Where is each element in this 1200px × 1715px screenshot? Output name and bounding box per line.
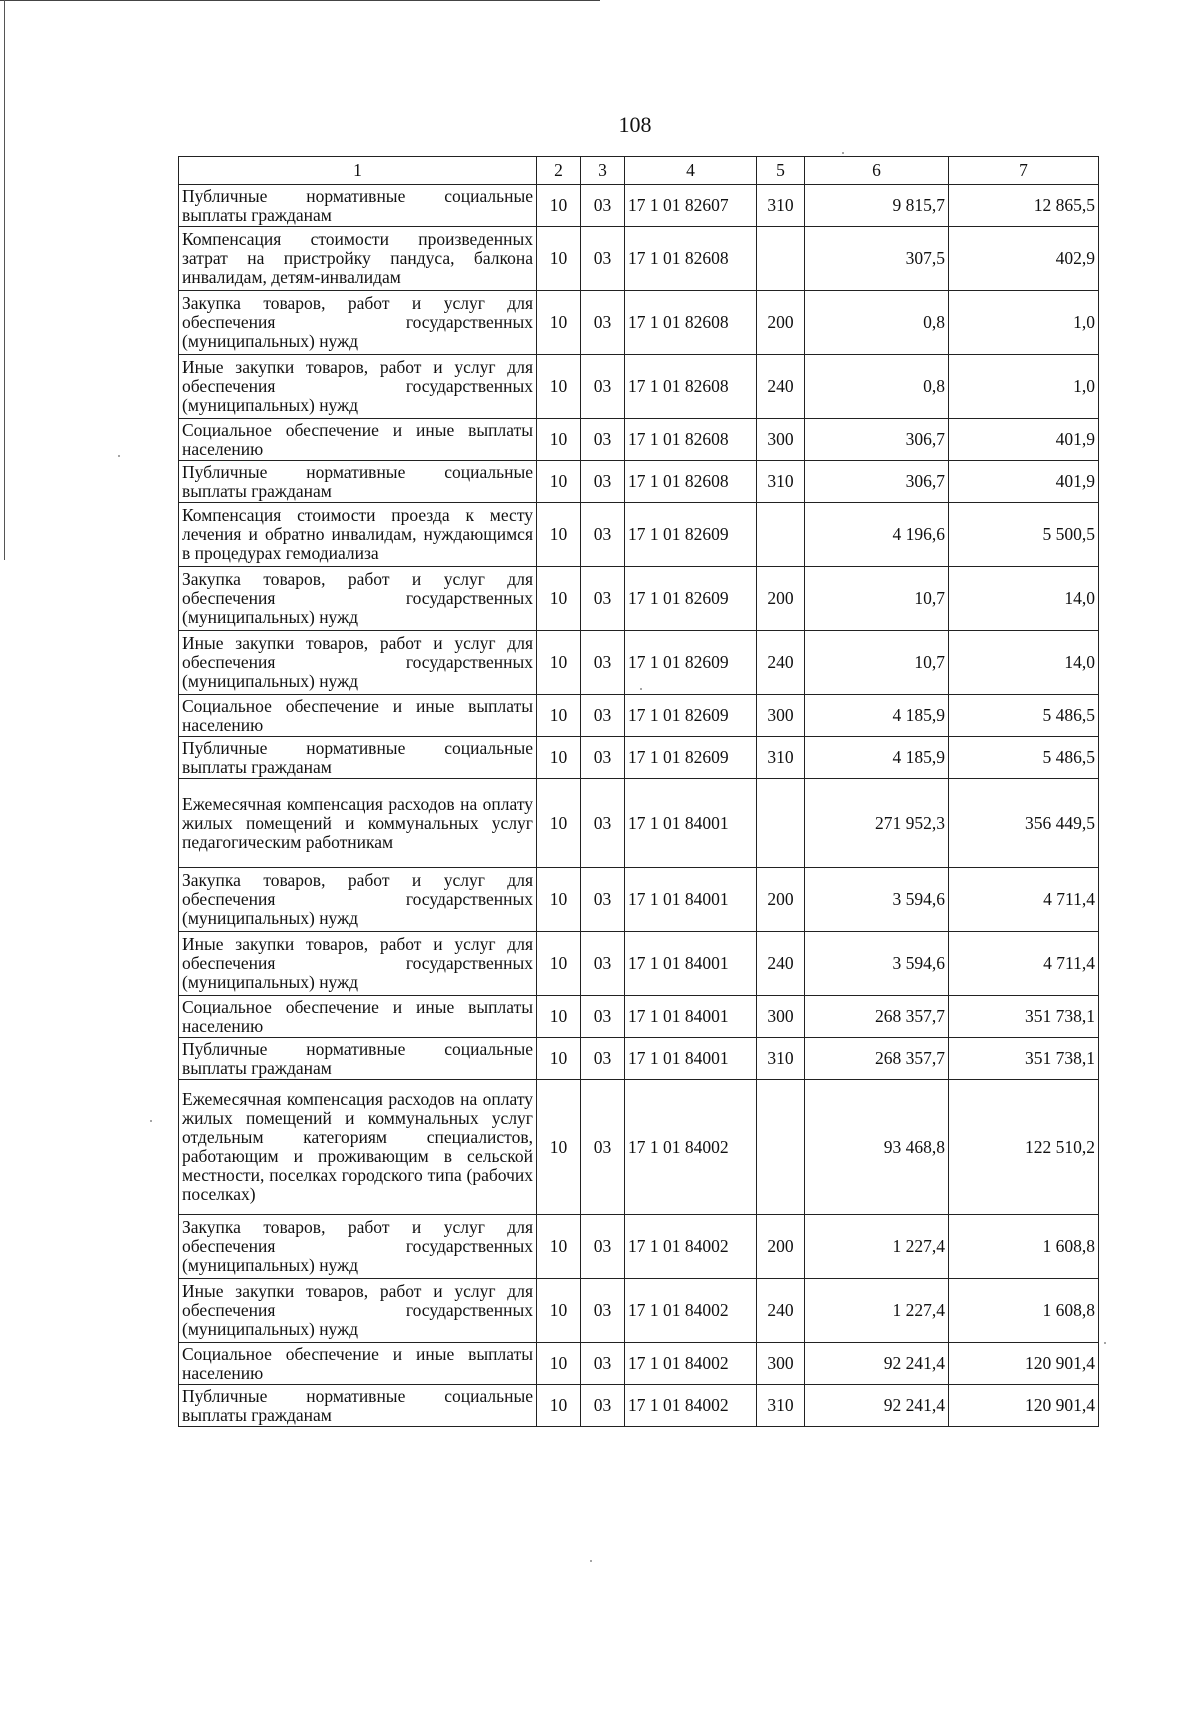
- section-code: 10: [537, 1279, 581, 1343]
- section-code: 10: [537, 419, 581, 461]
- amount-col-7: 5 486,5: [949, 737, 1099, 779]
- row-name: Закупка товаров, работ и услуг для обеспечения государственных (муниципальных) нужд: [179, 291, 537, 355]
- amount-col-6: 10,7: [805, 631, 949, 695]
- subsection-code: 03: [581, 503, 625, 567]
- subsection-code: 03: [581, 1080, 625, 1215]
- table-row: [179, 932, 1099, 996]
- amount-col-7: 401,9: [949, 419, 1099, 461]
- subsection-code: 03: [581, 461, 625, 503]
- section-code: 10: [537, 996, 581, 1038]
- target-article-code: 17 1 01 82608: [625, 227, 757, 291]
- table-row: [179, 227, 1099, 291]
- amount-col-6: 4 185,9: [805, 695, 949, 737]
- amount-col-7: 1 608,8: [949, 1215, 1099, 1279]
- subsection-code: 03: [581, 1385, 625, 1427]
- amount-col-6: 9 815,7: [805, 185, 949, 227]
- amount-col-7: 402,9: [949, 227, 1099, 291]
- row-name: Публичные нормативные социальные выплаты гражданам: [179, 1038, 537, 1080]
- scan-speck: [1104, 1342, 1106, 1344]
- subsection-code: 03: [581, 227, 625, 291]
- amount-col-7: 1 608,8: [949, 1279, 1099, 1343]
- expense-type-code: 300: [757, 996, 805, 1038]
- amount-col-6: 306,7: [805, 461, 949, 503]
- subsection-code: 03: [581, 291, 625, 355]
- amount-col-6: 3 594,6: [805, 868, 949, 932]
- subsection-code: 03: [581, 355, 625, 419]
- amount-col-7: 351 738,1: [949, 996, 1099, 1038]
- table-row: [179, 996, 1099, 1038]
- target-article-code: 17 1 01 84001: [625, 868, 757, 932]
- section-code: 10: [537, 779, 581, 868]
- expense-type-code: 310: [757, 1038, 805, 1080]
- target-article-code: 17 1 01 82607: [625, 185, 757, 227]
- column-header: 7: [949, 157, 1099, 185]
- amount-col-6: 1 227,4: [805, 1279, 949, 1343]
- amount-col-7: 120 901,4: [949, 1343, 1099, 1385]
- row-name: Ежемесячная компенсация расходов на оплату жилых помещений и коммунальных услуг отдельным категориям специалистов, работающим и проживающим в сельской местности, поселках городского типа (рабочих поселках): [179, 1080, 537, 1215]
- table-row: [179, 1080, 1099, 1215]
- table-row: [179, 779, 1099, 868]
- subsection-code: 03: [581, 419, 625, 461]
- scan-speck: [150, 1120, 152, 1122]
- section-code: 10: [537, 1038, 581, 1080]
- table-row: [179, 503, 1099, 567]
- subsection-code: 03: [581, 1215, 625, 1279]
- table-row: [179, 419, 1099, 461]
- section-code: 10: [537, 695, 581, 737]
- row-name: Закупка товаров, работ и услуг для обеспечения государственных (муниципальных) нужд: [179, 567, 537, 631]
- amount-col-6: 4 196,6: [805, 503, 949, 567]
- amount-col-6: 307,5: [805, 227, 949, 291]
- subsection-code: 03: [581, 868, 625, 932]
- target-article-code: 17 1 01 82609: [625, 737, 757, 779]
- table-row: [179, 461, 1099, 503]
- expense-type-code: [757, 227, 805, 291]
- row-name: Компенсация стоимости произведенных затрат на пристройку пандуса, балкона инвалидам, детям-инвалидам: [179, 227, 537, 291]
- target-article-code: 17 1 01 82608: [625, 355, 757, 419]
- budget-table: [178, 156, 1099, 1427]
- subsection-code: 03: [581, 1038, 625, 1080]
- subsection-code: 03: [581, 695, 625, 737]
- section-code: 10: [537, 567, 581, 631]
- amount-col-6: 271 952,3: [805, 779, 949, 868]
- expense-type-code: 300: [757, 1343, 805, 1385]
- amount-col-6: 92 241,4: [805, 1385, 949, 1427]
- scan-speck: [590, 1560, 592, 1562]
- subsection-code: 03: [581, 932, 625, 996]
- column-header: 3: [581, 157, 625, 185]
- expense-type-code: 200: [757, 1215, 805, 1279]
- expense-type-code: [757, 779, 805, 868]
- expense-type-code: 300: [757, 419, 805, 461]
- expense-type-code: 240: [757, 1279, 805, 1343]
- table-row: [179, 1215, 1099, 1279]
- amount-col-7: 5 500,5: [949, 503, 1099, 567]
- amount-col-7: 1,0: [949, 291, 1099, 355]
- amount-col-7: 5 486,5: [949, 695, 1099, 737]
- row-name: Публичные нормативные социальные выплаты гражданам: [179, 737, 537, 779]
- target-article-code: 17 1 01 84001: [625, 996, 757, 1038]
- table-row: [179, 695, 1099, 737]
- row-name: Публичные нормативные социальные выплаты гражданам: [179, 1385, 537, 1427]
- section-code: 10: [537, 355, 581, 419]
- subsection-code: 03: [581, 567, 625, 631]
- row-name: Закупка товаров, работ и услуг для обеспечения государственных (муниципальных) нужд: [179, 1215, 537, 1279]
- amount-col-7: 4 711,4: [949, 868, 1099, 932]
- amount-col-7: 356 449,5: [949, 779, 1099, 868]
- amount-col-6: 92 241,4: [805, 1343, 949, 1385]
- target-article-code: 17 1 01 82608: [625, 461, 757, 503]
- target-article-code: 17 1 01 82609: [625, 695, 757, 737]
- section-code: 10: [537, 737, 581, 779]
- amount-col-6: 306,7: [805, 419, 949, 461]
- section-code: 10: [537, 227, 581, 291]
- scan-speck: [640, 688, 642, 690]
- table-row: [179, 868, 1099, 932]
- row-name: Закупка товаров, работ и услуг для обеспечения государственных (муниципальных) нужд: [179, 868, 537, 932]
- target-article-code: 17 1 01 84002: [625, 1080, 757, 1215]
- table-row: [179, 737, 1099, 779]
- scan-edge-top: [0, 0, 600, 1]
- scan-speck: [842, 152, 844, 154]
- amount-col-7: 14,0: [949, 631, 1099, 695]
- section-code: 10: [537, 461, 581, 503]
- column-header: 4: [625, 157, 757, 185]
- amount-col-6: 10,7: [805, 567, 949, 631]
- target-article-code: 17 1 01 82609: [625, 631, 757, 695]
- row-name: Социальное обеспечение и иные выплаты населению: [179, 996, 537, 1038]
- subsection-code: 03: [581, 1279, 625, 1343]
- expense-type-code: 310: [757, 461, 805, 503]
- row-name: Иные закупки товаров, работ и услуг для обеспечения государственных (муниципальных) нужд: [179, 631, 537, 695]
- target-article-code: 17 1 01 82608: [625, 291, 757, 355]
- expense-type-code: 240: [757, 355, 805, 419]
- table-row: [179, 567, 1099, 631]
- target-article-code: 17 1 01 84001: [625, 1038, 757, 1080]
- amount-col-7: 120 901,4: [949, 1385, 1099, 1427]
- expense-type-code: 300: [757, 695, 805, 737]
- expense-type-code: 240: [757, 932, 805, 996]
- amount-col-6: 0,8: [805, 355, 949, 419]
- table-row: [179, 1279, 1099, 1343]
- table-body: [179, 185, 1099, 1427]
- row-name: Публичные нормативные социальные выплаты гражданам: [179, 461, 537, 503]
- section-code: 10: [537, 631, 581, 695]
- target-article-code: 17 1 01 84002: [625, 1279, 757, 1343]
- expense-type-code: 310: [757, 185, 805, 227]
- expense-type-code: 240: [757, 631, 805, 695]
- table-header-row: [179, 157, 1099, 185]
- row-name: Социальное обеспечение и иные выплаты населению: [179, 695, 537, 737]
- row-name: Социальное обеспечение и иные выплаты населению: [179, 419, 537, 461]
- row-name: Публичные нормативные социальные выплаты гражданам: [179, 185, 537, 227]
- expense-type-code: 200: [757, 567, 805, 631]
- expense-type-code: 310: [757, 1385, 805, 1427]
- subsection-code: 03: [581, 737, 625, 779]
- target-article-code: 17 1 01 82608: [625, 419, 757, 461]
- section-code: 10: [537, 1385, 581, 1427]
- subsection-code: 03: [581, 631, 625, 695]
- expense-type-code: [757, 503, 805, 567]
- page-number: 108: [618, 112, 652, 137]
- row-name: Иные закупки товаров, работ и услуг для обеспечения государственных (муниципальных) нужд: [179, 932, 537, 996]
- subsection-code: 03: [581, 185, 625, 227]
- section-code: 10: [537, 932, 581, 996]
- expense-type-code: [757, 1080, 805, 1215]
- amount-col-6: 3 594,6: [805, 932, 949, 996]
- column-header: 1: [179, 157, 537, 185]
- target-article-code: 17 1 01 84002: [625, 1343, 757, 1385]
- expense-type-code: 200: [757, 868, 805, 932]
- target-article-code: 17 1 01 82609: [625, 503, 757, 567]
- subsection-code: 03: [581, 1343, 625, 1385]
- table-row: [179, 1385, 1099, 1427]
- subsection-code: 03: [581, 996, 625, 1038]
- target-article-code: 17 1 01 82609: [625, 567, 757, 631]
- section-code: 10: [537, 1080, 581, 1215]
- amount-col-7: 401,9: [949, 461, 1099, 503]
- amount-col-7: 4 711,4: [949, 932, 1099, 996]
- row-name: Социальное обеспечение и иные выплаты населению: [179, 1343, 537, 1385]
- amount-col-7: 351 738,1: [949, 1038, 1099, 1080]
- section-code: 10: [537, 868, 581, 932]
- amount-col-7: 1,0: [949, 355, 1099, 419]
- section-code: 10: [537, 185, 581, 227]
- expense-type-code: 310: [757, 737, 805, 779]
- scan-speck: [118, 455, 120, 457]
- amount-col-6: 268 357,7: [805, 1038, 949, 1080]
- table-row: [179, 355, 1099, 419]
- section-code: 10: [537, 1343, 581, 1385]
- column-header: 2: [537, 157, 581, 185]
- table-row: [179, 1343, 1099, 1385]
- column-header: 5: [757, 157, 805, 185]
- section-code: 10: [537, 1215, 581, 1279]
- amount-col-7: 12 865,5: [949, 185, 1099, 227]
- amount-col-7: 14,0: [949, 567, 1099, 631]
- subsection-code: 03: [581, 779, 625, 868]
- target-article-code: 17 1 01 84001: [625, 932, 757, 996]
- row-name: Компенсация стоимости проезда к месту лечения и обратно инвалидам, нуждающимся в процедурах гемодиализа: [179, 503, 537, 567]
- table-row: [179, 1038, 1099, 1080]
- amount-col-6: 1 227,4: [805, 1215, 949, 1279]
- table-row: [179, 291, 1099, 355]
- row-name: Иные закупки товаров, работ и услуг для обеспечения государственных (муниципальных) нужд: [179, 1279, 537, 1343]
- amount-col-6: 268 357,7: [805, 996, 949, 1038]
- amount-col-6: 93 468,8: [805, 1080, 949, 1215]
- row-name: Иные закупки товаров, работ и услуг для обеспечения государственных (муниципальных) нужд: [179, 355, 537, 419]
- expense-type-code: 200: [757, 291, 805, 355]
- amount-col-7: 122 510,2: [949, 1080, 1099, 1215]
- section-code: 10: [537, 291, 581, 355]
- table-row: [179, 631, 1099, 695]
- target-article-code: 17 1 01 84001: [625, 779, 757, 868]
- amount-col-6: 0,8: [805, 291, 949, 355]
- amount-col-6: 4 185,9: [805, 737, 949, 779]
- target-article-code: 17 1 01 84002: [625, 1385, 757, 1427]
- row-name: Ежемесячная компенсация расходов на оплату жилых помещений и коммунальных услуг педагогическим работникам: [179, 779, 537, 868]
- column-header: 6: [805, 157, 949, 185]
- section-code: 10: [537, 503, 581, 567]
- target-article-code: 17 1 01 84002: [625, 1215, 757, 1279]
- scan-edge-left: [4, 0, 5, 560]
- table-row: [179, 185, 1099, 227]
